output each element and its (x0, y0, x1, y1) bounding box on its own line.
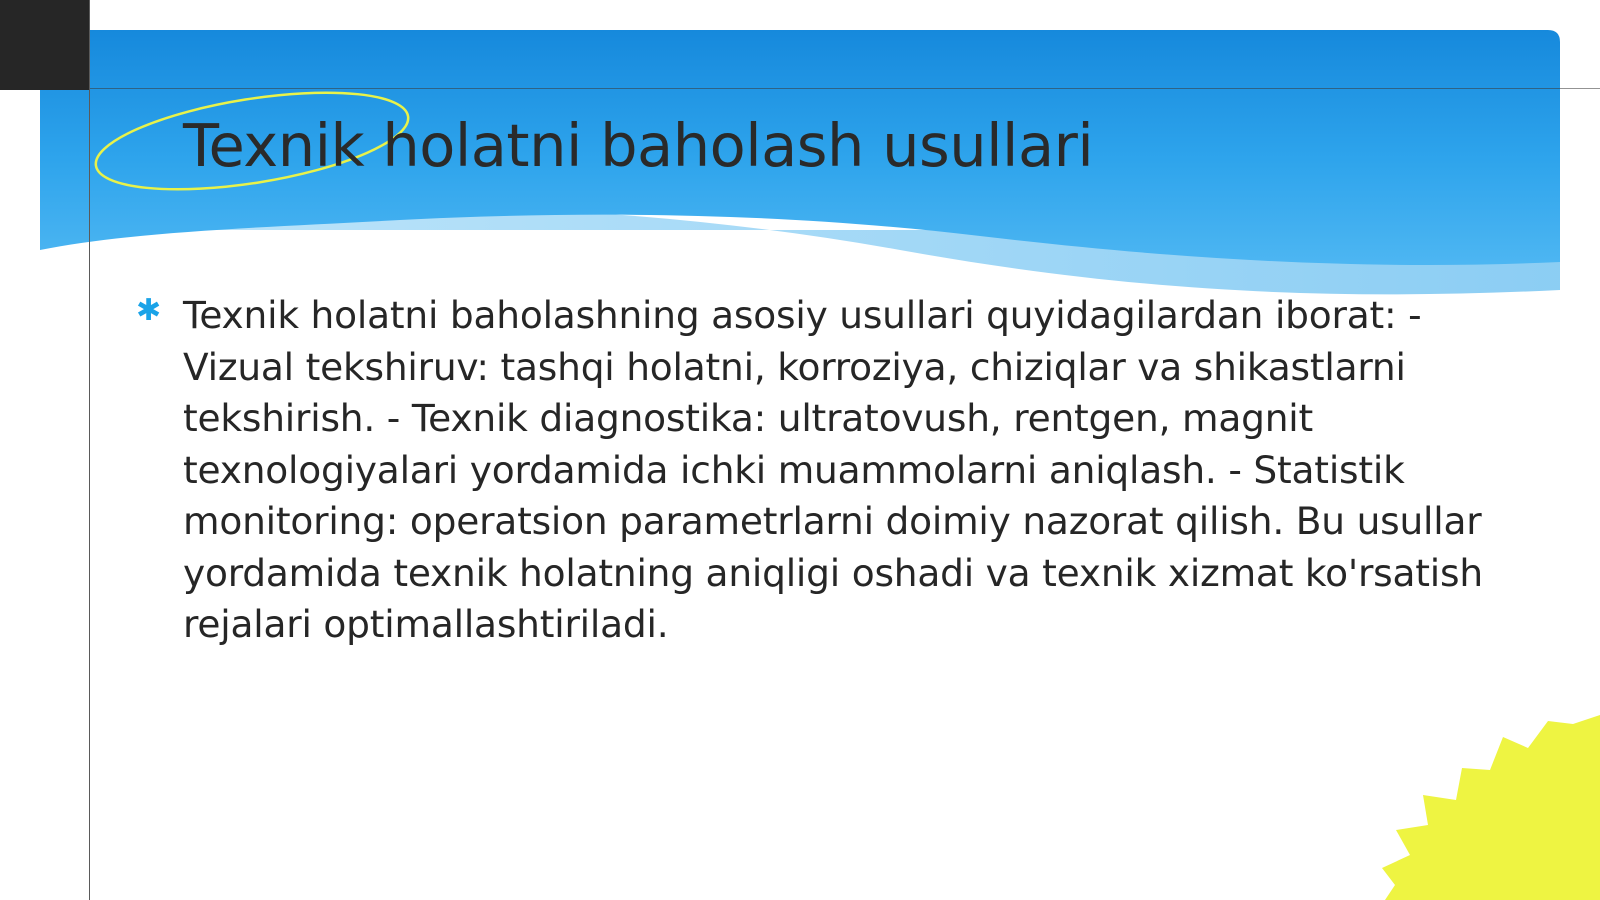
asterisk-icon: ✱ (136, 293, 162, 328)
bullet-text: Texnik holatni baholashning asosiy usullari quyidagilardan iborat: - Vizual tekshiruv: tashqi holatni, korroziya, chiziqlar va shikastlarni tekshirish. - Texnik diagnostika: ultratovush, rentgen, magnit texnologiyalari yordamida ichki muammolarni aniqlash. - Statistik monitoring: operatsion parametrlarni doimiy nazorat qilish. Bu usullar yordamida texnik holatning aniqligi oshadi va texnik xizmat ko'rsatish rejalari optimallashtiriladi. (183, 293, 1483, 646)
slide-title: Texnik holatni baholash usullari (183, 111, 1094, 180)
